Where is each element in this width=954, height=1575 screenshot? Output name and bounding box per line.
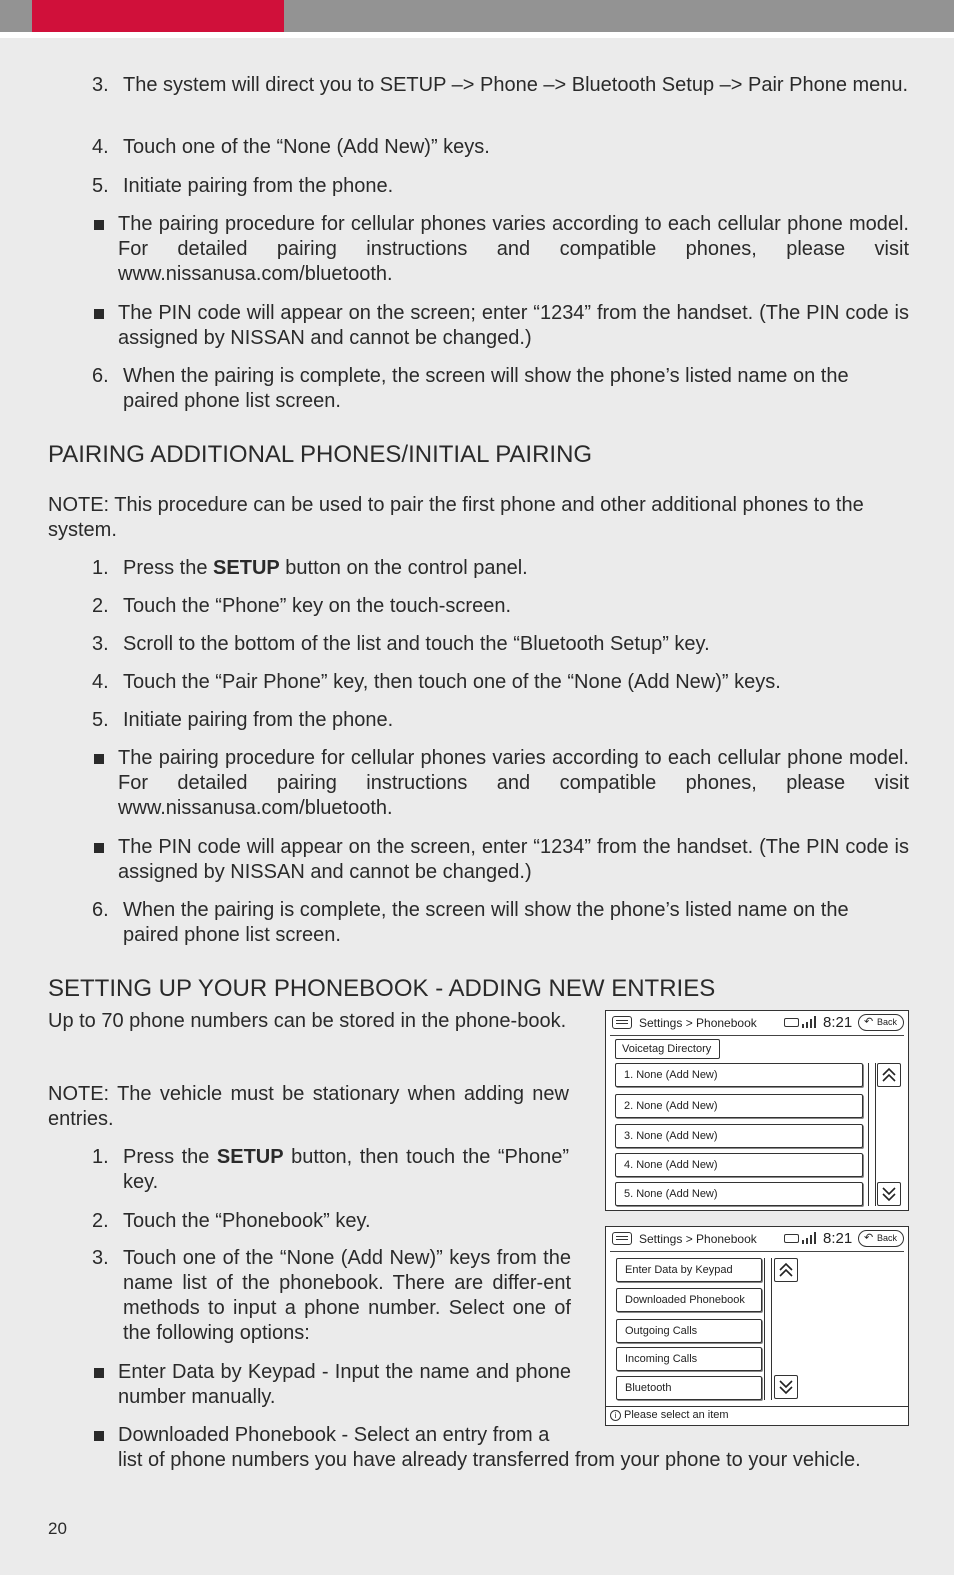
chevron-down-icon bbox=[880, 1185, 898, 1203]
back-button[interactable]: ↶ Back bbox=[858, 1230, 904, 1247]
signal-icon bbox=[802, 1232, 818, 1244]
step-text: When the pairing is complete, the screen will show the phone’s listed name on the paired phone list screen. bbox=[123, 899, 849, 946]
chevron-up-icon bbox=[880, 1066, 898, 1084]
scroll-up-button[interactable] bbox=[774, 1258, 798, 1282]
scrollbar[interactable] bbox=[868, 1063, 876, 1206]
step-number: 2. bbox=[92, 1210, 109, 1232]
screen-header bbox=[606, 1011, 908, 1035]
status-text: Please select an item bbox=[624, 1409, 729, 1421]
outgoing-calls-key[interactable]: Outgoing Calls bbox=[616, 1319, 762, 1343]
step-text: When the pairing is complete, the screen will show the phone’s listed name on the paired phone list screen. bbox=[123, 365, 849, 412]
enter-data-by-keypad-key[interactable]: Enter Data by Keypad bbox=[616, 1258, 762, 1282]
step-number: 2. bbox=[92, 595, 109, 617]
bullet-square bbox=[94, 1368, 104, 1378]
bullet-square bbox=[94, 309, 104, 319]
bullet-text: The PIN code will appear on the screen, enter “1234” from the handset. (The PIN code is assigned by NISSAN and cannot be changed.) bbox=[118, 836, 909, 883]
bullet-square bbox=[94, 754, 104, 764]
step-number: 5. bbox=[92, 709, 109, 731]
step-number: 1. bbox=[92, 1146, 109, 1168]
step-text: Touch the “Phonebook” key. bbox=[123, 1210, 371, 1232]
incoming-calls-key[interactable]: Incoming Calls bbox=[616, 1347, 762, 1371]
bullet-text: Enter Data by Keypad - Input the name and phone number manually. bbox=[118, 1361, 571, 1408]
step-text: The system will direct you to SETUP –> Phone –> Bluetooth Setup –> Pair Phone menu. bbox=[123, 74, 909, 96]
none-add-new-key[interactable]: 2. None (Add New) bbox=[615, 1094, 863, 1118]
step-number: 6. bbox=[92, 899, 109, 921]
step-text: Initiate pairing from the phone. bbox=[123, 175, 394, 197]
header-divider bbox=[610, 1035, 904, 1036]
step-text-part: Press the bbox=[123, 1146, 217, 1168]
step-number: 1. bbox=[92, 557, 109, 579]
bullet-text: The PIN code will appear on the screen; enter “1234” from the handset. (The PIN code is assigned by NISSAN and cannot be changed.) bbox=[118, 302, 909, 349]
scrollbar[interactable] bbox=[764, 1258, 772, 1400]
bluetooth-key[interactable]: Bluetooth bbox=[616, 1376, 762, 1400]
downloaded-phonebook-key[interactable]: Downloaded Phonebook bbox=[616, 1288, 762, 1312]
scroll-down-button[interactable] bbox=[877, 1182, 901, 1206]
step-text: Touch one of the “None (Add New)” keys from the name list of the phonebook. There are differ-ent methods to input a phone number. Select one of the following options: bbox=[123, 1247, 571, 1344]
battery-icon bbox=[784, 1234, 799, 1243]
step-text-part: Press the bbox=[123, 557, 214, 579]
status-bar bbox=[606, 1406, 908, 1425]
step-number: 3. bbox=[92, 633, 109, 655]
chevron-down-icon bbox=[777, 1378, 795, 1396]
step-text-part: button, then touch the “Phone” key. bbox=[123, 1146, 569, 1193]
step-number: 4. bbox=[92, 136, 109, 158]
section-heading: SETTING UP YOUR PHONEBOOK - ADDING NEW ENTRIES bbox=[48, 975, 716, 1002]
back-button[interactable]: ↶ Back bbox=[858, 1014, 904, 1031]
setup-label: SETUP bbox=[216, 1146, 284, 1168]
header-bar bbox=[0, 0, 954, 32]
bullet-text: list of phone numbers you have already transferred from your phone to your vehicle. bbox=[118, 1449, 861, 1471]
step-text: Touch the “Phone” key on the touch-screen. bbox=[123, 595, 512, 617]
scroll-down-button[interactable] bbox=[774, 1375, 798, 1399]
bullet-square bbox=[94, 1431, 104, 1441]
signal-icon bbox=[802, 1016, 818, 1028]
none-add-new-key[interactable]: 5. None (Add New) bbox=[615, 1182, 863, 1206]
step-number: 3. bbox=[92, 1247, 109, 1269]
scroll-up-button[interactable] bbox=[877, 1063, 901, 1087]
menu-icon[interactable] bbox=[612, 1016, 632, 1029]
step-number: 5. bbox=[92, 175, 109, 197]
none-add-new-key[interactable]: 3. None (Add New) bbox=[615, 1124, 863, 1148]
bullet-square bbox=[94, 843, 104, 853]
note-text: NOTE: This procedure can be used to pair the first phone and other additional phones to the system. bbox=[48, 494, 864, 541]
bullet-text: Downloaded Phonebook - Select an entry from a bbox=[118, 1424, 550, 1446]
info-icon: i bbox=[610, 1410, 621, 1421]
page-number: 20 bbox=[48, 1519, 67, 1538]
chevron-up-icon bbox=[777, 1261, 795, 1279]
step-number: 4. bbox=[92, 671, 109, 693]
phonebook-screen bbox=[605, 1010, 909, 1211]
step-text: Scroll to the bottom of the list and touch the “Bluetooth Setup” key. bbox=[123, 633, 710, 655]
step-text-part: button on the control panel. bbox=[279, 557, 528, 579]
header-rule bbox=[0, 32, 954, 38]
clock: 8:21 bbox=[823, 1014, 853, 1031]
step-text: Touch the “Pair Phone” key, then touch one of the “None (Add New)” keys. bbox=[123, 671, 781, 693]
step-text bbox=[123, 556, 909, 581]
header-accent bbox=[32, 0, 284, 32]
bullet-square bbox=[94, 220, 104, 230]
none-add-new-key[interactable]: 1. None (Add New) bbox=[615, 1063, 863, 1087]
step-number: 3. bbox=[92, 74, 109, 96]
note-text: NOTE: The vehicle must be stationary when adding new entries. bbox=[48, 1083, 569, 1130]
bullet-text: The pairing procedure for cellular phones varies according to each cellular phone model. For detailed pairing instructions and compatible phones, please visit www.nissanusa.com/bluetooth. bbox=[118, 213, 909, 285]
none-add-new-key[interactable]: 4. None (Add New) bbox=[615, 1153, 863, 1177]
step-text: Touch one of the “None (Add New)” keys. bbox=[123, 136, 490, 158]
voicetag-directory-tab[interactable]: Voicetag Directory bbox=[615, 1039, 720, 1059]
bullet-text: The pairing procedure for cellular phones varies according to each cellular phone model. For detailed pairing instructions and compatible phones, please visit www.nissanusa.com/bluetooth. bbox=[118, 747, 909, 819]
step-number: 6. bbox=[92, 365, 109, 387]
step-text bbox=[123, 1145, 569, 1195]
clock: 8:21 bbox=[823, 1230, 853, 1247]
screen-header bbox=[606, 1227, 908, 1251]
breadcrumb: Settings > Phonebook bbox=[639, 1016, 757, 1030]
step-text: Initiate pairing from the phone. bbox=[123, 709, 394, 731]
setup-label: SETUP bbox=[213, 557, 280, 579]
header-divider bbox=[610, 1251, 904, 1252]
battery-icon bbox=[784, 1018, 799, 1027]
menu-icon[interactable] bbox=[612, 1232, 632, 1245]
breadcrumb: Settings > Phonebook bbox=[639, 1232, 757, 1246]
intro-text: Up to 70 phone numbers can be stored in the phone-book. bbox=[48, 1010, 567, 1032]
phonebook-input-screen bbox=[605, 1226, 909, 1426]
section-heading: PAIRING ADDITIONAL PHONES/INITIAL PAIRING bbox=[48, 441, 593, 468]
